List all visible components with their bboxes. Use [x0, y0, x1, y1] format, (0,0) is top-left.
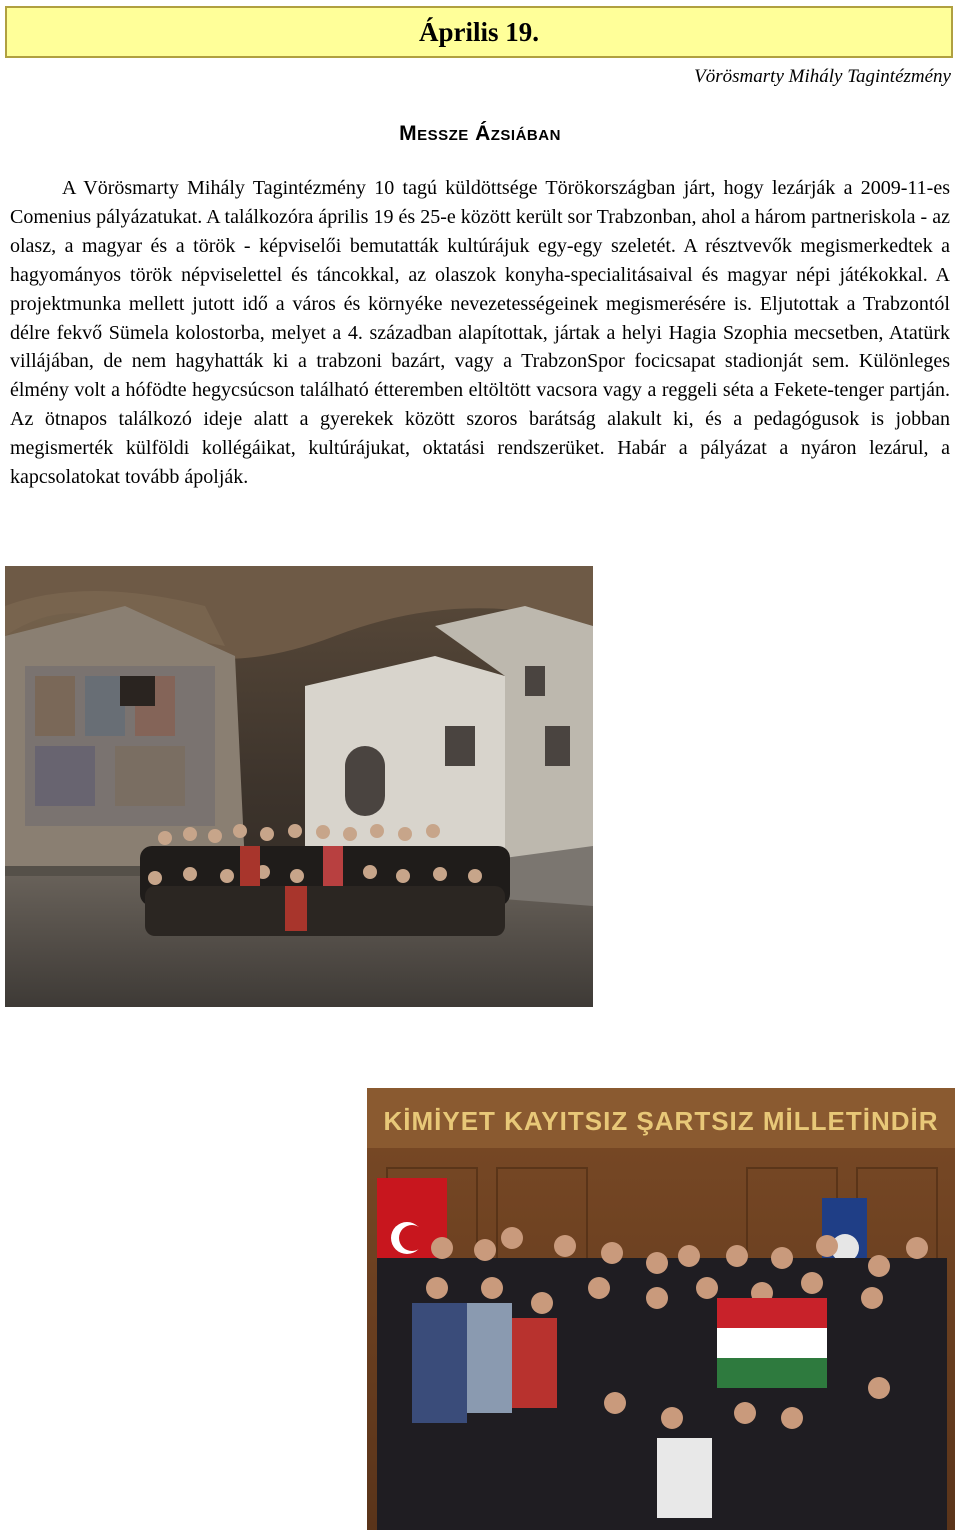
hall-group-photo	[367, 1088, 955, 1530]
organization-name: Vörösmarty Mihály Tagintézmény	[694, 66, 951, 87]
wall-inscription: KİMİYET KAYITSIZ ŞARTSIZ MİLLETİNDİR	[383, 1106, 939, 1136]
monastery-photo-drawing	[5, 566, 593, 1007]
article-title: Messze Ázsiában	[399, 122, 561, 145]
article-body: A Vörösmarty Mihály Tagintézmény 10 tagú küldöttsége Törökországban járt, hogy lezárják a 2009-11-es Comenius pályázatukat. A találkozóra április 19 és 25-e között került sor Trabzonban, ahol a három partneriskola - az olasz, a magyar és a török - képviselői bemutatták kultúrájuk egy-egy szeletét. A résztvevők megismerkedtek a hagyományos török népviselettel és táncokkal, az olaszok konyha-specialitásaival és magyar népi játékokkal. A projektmunka mellett jutott idő a város és környéke nevezetességeinek megismerésére is. Eljutottak a Trabzontól délre fekvő Sümela kolostorba, melyet a 4. században alapítottak, jártak a helyi Hagia Szophia mecsetben, Atatürk villájában, de nem hagyhatták ki a trabzoni bazárt, vagy a TrabzonSpor focicsapat stadionját sem. Különleges élmény volt a hófödte hegycsúcson található étteremben eltöltött vacsora vagy a reggeli séta a Fekete-tenger partján. Az ötnapos találkozó ideje alatt a gyerekek között szoros barátság alakult ki, és a pedagógusok is jobban megismerték külföldi kollégáikat, kultúrájukat, oktatási rendszerüket. Habár a pályázat a nyáron lezárul, a kapcsolatokat tovább ápolják.	[10, 177, 950, 489]
monastery-group-photo	[5, 566, 593, 1007]
date-banner	[5, 6, 953, 58]
hall-photo-drawing	[367, 1088, 955, 1530]
date-heading: Április 19.	[418, 16, 539, 47]
